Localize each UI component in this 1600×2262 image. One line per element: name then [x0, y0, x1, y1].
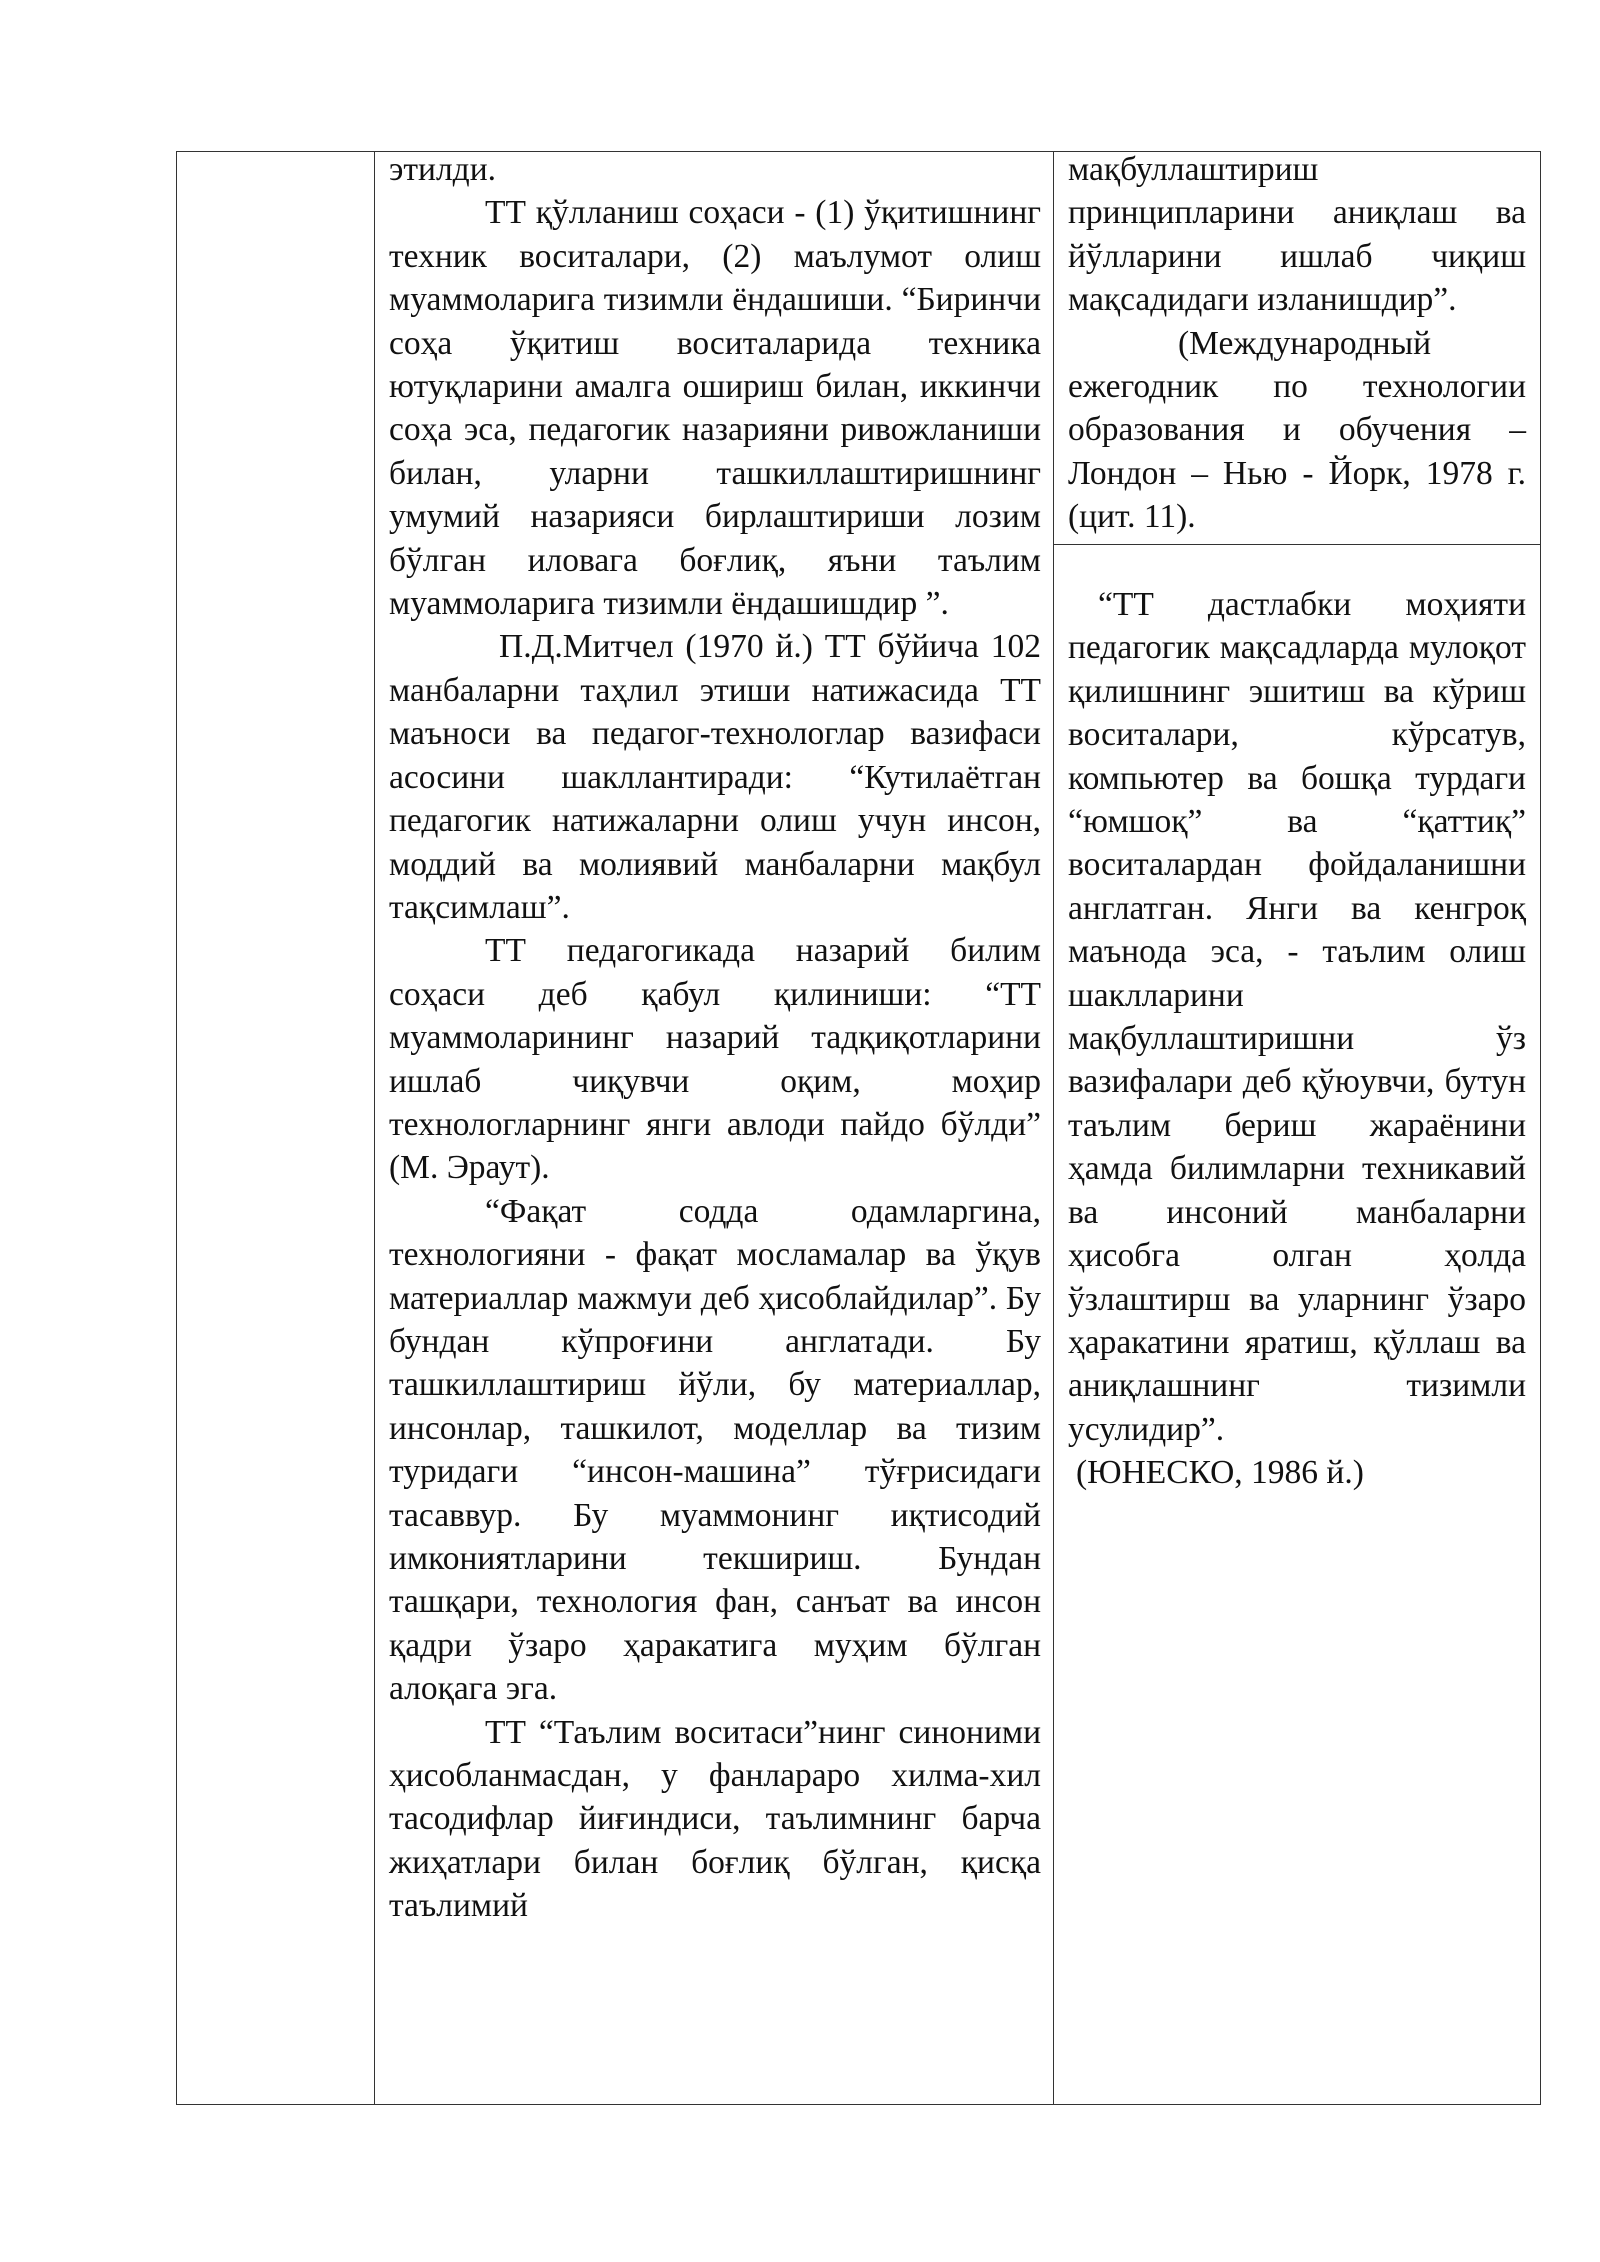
definition-top-text: мақбуллаштириш принципларини аниқлаш ва йўлларини ишлаб чиқиш мақсадидаги изланишдир”.	[1068, 151, 1526, 319]
definition-bottom-text: “ТТ дастлабки моҳияти педагогик мақсадларда мулоқот қилишнинг эшитиш ва кўриш воситалари, кўрсатув, компьютер ва бошқа турдаги “юмшоқ” ва “қаттиқ” воситалардан фойдаланишни англатган. Янги ва кенгроқ маънода эса, - таълим олиш шаклларини мақбуллаштиришни ўз вазифалари деб қўюувчи, бутун таълим бериш жараёнини ҳамда билимларни техникавий ва инсоний манбаларни ҳисобга олган ҳолда ўзлаштирш ва уларнинг ўзаро ҳаракатини яратиш, қўллаш ва аниқлашнинг тизимли усулидир”.	[1068, 586, 1526, 1448]
definition-bottom-citation: (ЮНЕСКО, 1986 й.)	[1076, 1454, 1364, 1492]
definition-cell-top	[1054, 152, 1541, 545]
paragraph-continuation: этилди.	[389, 151, 497, 188]
main-text-cell	[375, 152, 1054, 2105]
definition-top-body	[1054, 148, 1540, 539]
content-table	[176, 151, 1541, 2105]
empty-left-cell	[177, 152, 375, 2105]
definition-top-citation: (Международный ежегодник по технологии образования и обучения – Лондон – Нью - Йорк, 1978 г. (цит. 11).	[1068, 324, 1526, 536]
paragraph-application-areas: ТТ қўлланиш соҳаси - (1) ўқитишнинг техник воситалари, (2) маълумот олиш муаммоларига тизимли ёндашиши. “Биринчи соҳа ўқитиш воситаларида техника ютуқларини амалга ошириш билан, иккинчи соҳа эса, педагогик назарияни ривожланиши билан, уларни ташкиллаштиришнинг умумий назарияси бирлаштириши лозим бўлган иловага боғлиқ, яъни таълим муаммоларига тизимли ёндашишдир ”.	[389, 194, 1041, 623]
main-text-body	[375, 148, 1053, 1928]
paragraph-synonym: ТТ “Таълим воситаси”нинг синоними ҳисобланмасдан, у фанлараро хилма-хил тасодифлар йиғиндиси, таълимнинг барча жиҳатлари билан боғлиқ бўлган, қисқа таълимий	[389, 1713, 1041, 1925]
definition-cell-bottom	[1054, 545, 1541, 2105]
paragraph-simple-people: “Фақат содда одамларгина, технологияни - фақат мосламалар ва ўқув материаллар мажмуи деб ҳисоблайдилар”. Бу бундан кўпроғини англатади. Бу ташкиллаштириш йўли, бу материаллар, инсонлар, ташкилот, моделлар ва тизим туридаги “инсон-машина” тўғрисидаги тасаввур. Бу муаммонинг иқтисодий имкониятларини текшириш. Бундан ташқари, технология фан, санъат ва инсон қадри ўзаро ҳаракатига муҳим бўлган алоқага эга.	[389, 1192, 1041, 1708]
paragraph-theory-field: ТТ педагогикада назарий билим соҳаси деб қабул қилиниши: “ТТ муаммоларининг назарий тадқиқотларини ишлаб чиқувчи оқим, моҳир технологларнинг янги авлоди пайдо бўлди” (М. Эраут).	[389, 932, 1041, 1187]
definition-bottom-body	[1054, 583, 1540, 1495]
paragraph-mitchel: П.Д.Митчел (1970 й.) ТТ бўйича 102 манбаларни таҳлил этиши натижасида ТТ маъноси ва педагог-технологлар вазифаси асосини шакллантиради: “Кутилаётган педагогик натижаларни олиш учун инсон, моддий ва молиявий манбаларни мақбул тақсимлаш”.	[389, 628, 1041, 926]
